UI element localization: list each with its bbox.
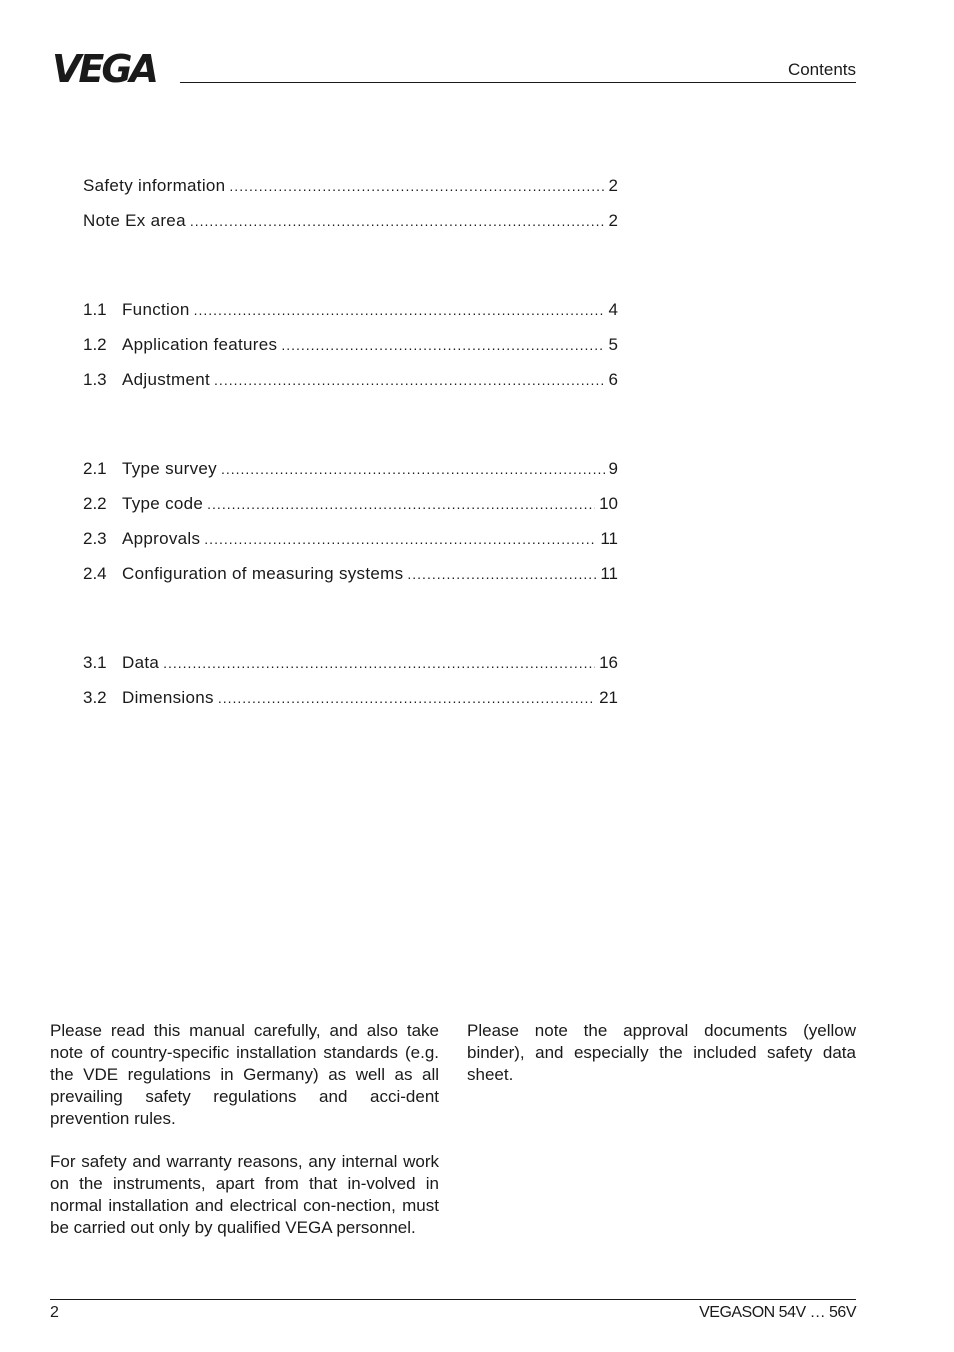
- toc-title: Dimensions: [122, 688, 214, 707]
- paragraph: Please note the approval documents (yellow binder), and especially the included safety data sheet.: [467, 1021, 856, 1084]
- toc-leader: [221, 461, 605, 477]
- toc-page: 6: [608, 370, 618, 389]
- toc-number: 1.1: [83, 300, 107, 319]
- toc-title: Adjustment: [122, 370, 211, 389]
- page-title: Contents: [787, 60, 856, 79]
- toc-leader: [163, 655, 595, 671]
- toc-page: 2: [608, 211, 618, 230]
- toc-title: Data: [122, 653, 160, 672]
- toc-page: 9: [608, 459, 618, 478]
- toc-row[interactable]: [83, 300, 618, 335]
- paragraph: For safety and warranty reasons, any internal work on the instruments, apart from that in-volved in normal installation and electrical con-nection, must be carried out only by qualified VEGA personnel.: [50, 1152, 439, 1237]
- toc-row[interactable]: [83, 335, 618, 370]
- toc-title: Function: [122, 300, 190, 319]
- vega-logo-text: VEGA: [52, 50, 156, 86]
- product-name: VEGASON 54V … 56V: [699, 1304, 856, 1321]
- toc-leader: [194, 302, 605, 318]
- toc-page: 5: [608, 335, 618, 354]
- paragraph: Please read this manual carefully, and also take note of country-specific installation standards (e.g. the VDE regulations in Germany) as well as all prevailing safety regulations and acci-dent prevention rules.: [50, 1021, 439, 1128]
- toc-leader: [229, 178, 604, 194]
- safety-text-right: [467, 1020, 856, 1107]
- toc-page: 2: [608, 176, 618, 195]
- toc-row[interactable]: [83, 459, 618, 494]
- toc-number: 3.2: [83, 688, 107, 707]
- toc-number: 2.2: [83, 494, 107, 513]
- toc-number: 2.1: [83, 459, 107, 478]
- toc-row[interactable]: [83, 529, 618, 564]
- toc-title: Type survey: [122, 459, 217, 478]
- toc-number: 2.3: [83, 529, 107, 548]
- toc-row[interactable]: [83, 176, 618, 211]
- toc-leader: [218, 690, 595, 706]
- toc-title: Type code: [122, 494, 204, 513]
- toc-page: 21: [599, 688, 618, 707]
- toc-number: 3.1: [83, 653, 107, 672]
- toc-row[interactable]: [83, 688, 618, 723]
- toc-row[interactable]: [83, 494, 618, 529]
- toc-number: 2.4: [83, 564, 107, 583]
- toc-leader: [214, 372, 604, 388]
- toc-title: Configuration of measuring systems: [122, 564, 404, 583]
- toc-leader: [207, 496, 595, 512]
- header-rule: [180, 82, 856, 83]
- toc-leader: [407, 566, 596, 582]
- toc-page: 11: [600, 529, 618, 548]
- toc-page: 16: [599, 653, 618, 672]
- table-of-contents: [83, 176, 618, 723]
- toc-page: 10: [599, 494, 618, 513]
- toc-title: Approvals: [122, 529, 201, 548]
- toc-title: Application features: [122, 335, 278, 354]
- toc-page: 4: [608, 300, 618, 319]
- toc-page: 11: [600, 564, 618, 583]
- vega-logo: [52, 50, 172, 86]
- toc-row[interactable]: [83, 211, 618, 246]
- toc-row[interactable]: [83, 564, 618, 599]
- page-number: 2: [50, 1304, 59, 1321]
- toc-title: Note Ex area: [83, 211, 186, 230]
- toc-leader: [204, 531, 596, 547]
- footer-rule: [50, 1299, 856, 1300]
- toc-number: 1.3: [83, 370, 107, 389]
- toc-number: 1.2: [83, 335, 107, 354]
- toc-row[interactable]: [83, 370, 618, 405]
- toc-leader: [190, 213, 605, 229]
- toc-title: Safety information: [83, 176, 226, 195]
- toc-leader: [281, 337, 604, 353]
- safety-text-left: [50, 1020, 439, 1260]
- toc-row[interactable]: [83, 653, 618, 688]
